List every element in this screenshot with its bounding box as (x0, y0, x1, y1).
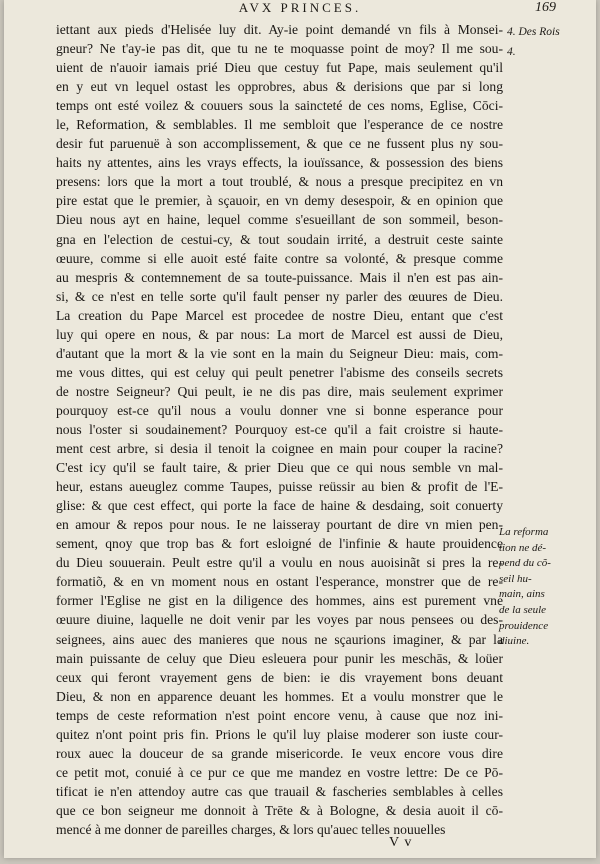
text-line: iettant aux pieds d'Helisée luy dit. Ay-ie point demandé vn fils à Monsei- (56, 22, 503, 37)
text-line: en amour & repos pour nous. Ie ne laisseray pourtant de dire vn mien pen- (56, 517, 503, 533)
text-line: pourquoy est-ce qu'il nous a voulu donner vne si bonne esperance pour (56, 402, 503, 418)
text-line: glise: & que cest effect, qui porte la face de haine & desdaing, soit conuerty (56, 498, 503, 514)
text-line: pire estat que le premier, à sçauoir, en vn demy desespoir, & en opinion que (56, 193, 503, 209)
text-line: gna en l'election de cestui-cy, & tout soudain irrité, a destruit ceste sainte (56, 231, 503, 247)
margin-note-line: seil hu- (499, 572, 532, 585)
margin-note-line: La reforma (499, 526, 549, 538)
margin-note (499, 525, 589, 650)
text-line: haits ny attentes, ains les vrays effects, la iouïssance, & possession des biens (56, 155, 503, 171)
text-line: tificat ie n'en attendoy autre cas que trauail & fascheries semblables à celles (56, 783, 503, 799)
page-number: 169 (535, 0, 556, 15)
running-head: AVX PRINCES. (238, 0, 362, 15)
text-line: quitez n'ont point pris fin. Prions le qu'il luy plaise moderer son iuste cour- (56, 726, 503, 742)
text-line: La creation du Pape Marcel est procedee de nostre Dieu, entant que c'est (56, 307, 503, 323)
text-line: au mespris & contemnement de sa toute-puissance. Mais il n'en est pas ain- (56, 269, 503, 285)
text-line: uient de n'auoir iamais prié Dieu que cestuy fut Pape, mais seulement qu'il (56, 60, 503, 76)
margin-reference-line: 4. (507, 46, 516, 58)
text-line: temps ont esté voilez & couuers sous la saincteté de ces noms, Eglise, Cōci- (56, 98, 503, 114)
text-line: le, Reformation, & semblables. Il me sembloit que l'esperance de ce nostre (56, 117, 503, 133)
signature-mark: V v (389, 835, 413, 850)
text-line: Dieu, & non en apparence deuant les hommes. Et a voulu monstrer que le (56, 688, 503, 704)
margin-note-line: tion ne dé- (499, 541, 547, 554)
text-line: formatiõ, & en vn moment nous en ostant l'esperance, monstrer que de re- (56, 574, 503, 590)
text-line: œuure diuine, laquelle ne doit venir par les voyes par nous pensees ou des- (56, 612, 503, 628)
margin-note-line: main, ains (499, 588, 545, 601)
text-line: d'autant que la mort & la vie sont en la main du Seigneur Dieu: mais, com- (56, 345, 503, 361)
text-line: ment cest arbre, si desia il tenoit la coignee en main pour couper la racine? (56, 441, 503, 457)
text-line: œuure, comme si elle auoit esté faite contre sa volonté, & presque comme (56, 250, 503, 266)
margin-reference-line: 4. Des Rois (507, 26, 560, 38)
margin-reference (507, 22, 560, 62)
text-line: de nostre Seigneur? Qui peult, ie ne dis pas dire, mais seulement exprimer (56, 383, 503, 399)
text-line: temps de ceste reformation n'est point encore venu, à cause que noz ini- (56, 707, 503, 723)
text-line: ceux qui feront vrayement gens de bien: ie dis vrayement bons deuant (56, 669, 503, 685)
text-line: presens: lors que la mort a tout troublé, & nous a presque precipitez en vn (56, 174, 503, 190)
text-line: luy qui opere en nous, & par nous: La mort de Marcel est aussi de Dieu, (56, 326, 503, 342)
text-line: gneur? Ne t'ay-ie pas dit, que tu ne te moquasse point de moy? Il me sou- (56, 41, 503, 57)
margin-note-line: prouidence (499, 619, 549, 632)
text-line: sement, qnoy que trop bas & fort esloigné de l'infinie & haute prouidence (56, 536, 503, 552)
text-line: heur, estans aueuglez comme Taupes, puisse reüssir au bien & profit de l'E- (56, 479, 503, 495)
text-line: ce petit mot, conuié à ce pur ce que me mandez en vostre lettre: De ce Pō- (56, 764, 503, 780)
body-text (56, 20, 503, 839)
text-line: desir fut paruenuë à son accomplissement, & que ce ne fussent plus ny sou- (56, 136, 503, 152)
text-line: former l'Eglise ne gist en la diligence des hommes, ains est purement vne (56, 593, 503, 609)
text-line: roux auec la douceur de sa grande misericorde. Ie veux encore vous dire (56, 745, 503, 761)
text-line: main puissante de celuy que Dieu esleuera pour punir les meschās, & loüer (56, 650, 503, 666)
margin-note-line: diuine. (499, 635, 530, 648)
page-header (4, 0, 596, 20)
text-line: nous l'oster si soudainement? Pourquoy est-ce qu'il a fait croistre si haute- (56, 421, 503, 437)
text-line: me vous dittes, qui est celuy qui peult penetrer l'abisme des conseils secrets (56, 364, 503, 380)
text-line: mencé à me donner de pareilles charges, & lors qu'auec telles nouuelles (56, 821, 446, 837)
text-line: du Dieu souuerain. Peult estre qu'il a voulu en nous auoisinãt si pres la re- (56, 555, 503, 571)
text-line: Dieu nous ayt en haine, lequel comme s'esueillant de son sommeil, beson- (56, 212, 503, 228)
book-page (4, 0, 596, 858)
margin-note-line: de la seule (499, 603, 547, 616)
text-line: en y eut vn lequel ostast les opprobres, abus & derisions que par si long (56, 79, 503, 95)
text-line: C'est icy qu'il se fault taire, & prier Dieu que ce qui nous semble vn mal- (56, 460, 503, 476)
margin-note-line: pend du cõ- (499, 557, 551, 570)
text-line: que ce bon seigneur me donnoit à Trēte & à Bologne, & desia auoit il cō- (56, 802, 503, 818)
text-line: si, & ce n'est en telle sorte qu'il fault penser ny parler des œuures de Dieu. (56, 288, 503, 304)
text-line: seignees, ains auec des manieres que nous ne sçaurions imaginer, & par la (56, 631, 503, 647)
